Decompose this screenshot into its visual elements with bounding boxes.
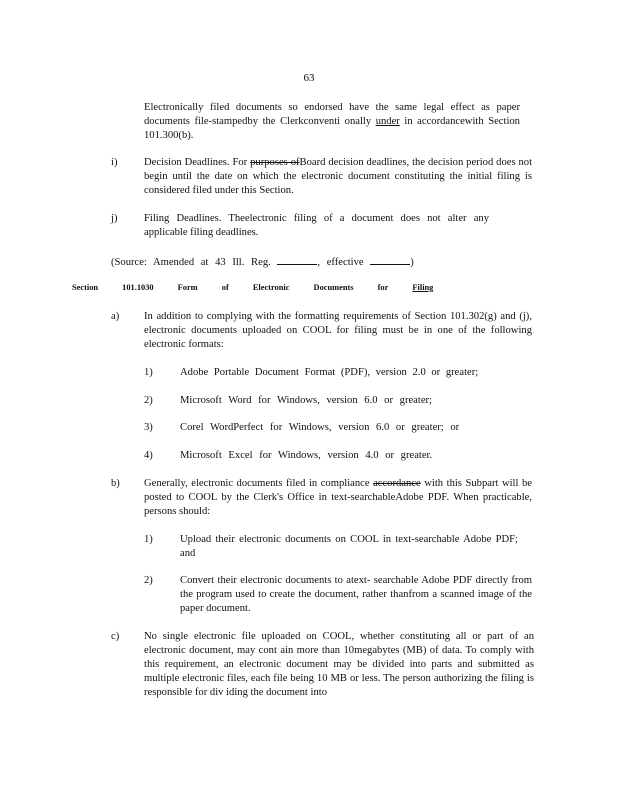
heading-w3: Electronic [252,283,290,292]
item-i-paragraph [144,156,532,198]
item-i-post: Board decision deadlines, the decision period does not begin until the date on which the electronic document constituting the initial filing is considered filed under this Section. [144,157,533,196]
item-a-label: a) [111,311,120,322]
item-a-paragraph: In addition to complying with the formatting requirements of Section 101.302(g) and (j), electronic documents uploaded on COOL for filing must be in one of the following electronic formats: [144,311,532,350]
intro-text-1: Electronically filed documents so endorsed have the same legal effect as paper documents file-stampedby the Clerkconventi onally [144,102,520,127]
heading-w4: Documents [313,283,354,292]
source-note: (Source: Amended at 43 Ill. Reg. , effective ) [111,257,414,268]
source-effective: effective [326,257,364,268]
format-4-text: Microsoft Excel for Windows, version 4.0 or greater. [180,450,433,461]
intro-paragraph [144,101,520,143]
item-i-pre: Decision Deadlines. For [144,157,251,168]
item-b-label: b) [111,478,120,489]
heading-w1: Form [177,283,198,292]
page-number: 63 [303,72,315,84]
b-item-2-text: Convert their electronic documents to atext- searchable Adobe PDF directly from the program used to create the document, rather thanfrom a scanned image of the paper document. [180,575,532,614]
heading-w2: of [221,283,229,292]
format-1-text: Adobe Portable Document Format (PDF), version 2.0 or greater; [180,367,479,378]
heading-w6: Filing [412,283,434,292]
source-amended: Amended at 43 Ill. Reg. [152,257,271,268]
source-close: ) [410,257,414,268]
item-i-label: i) [111,157,118,168]
heading-number: 101.1030 [122,283,154,292]
source-blank-2 [370,255,410,265]
item-b-post: with this Subpart will be posted to COOL by the Clerk's Office in text-searchableAdobe PDF. When practicable, persons should: [144,478,532,517]
item-b-struck: accordance [373,478,421,489]
format-2-label: 2) [144,395,153,406]
format-4-label: 4) [144,450,153,461]
source-open: (Source: [111,257,147,268]
item-b-pre: Generally, electronic documents filed in compliance [144,478,374,489]
item-c-label: c) [111,631,120,642]
b-item-2-label: 2) [144,575,153,586]
item-i-struck: purposes of [250,157,300,168]
intro-text-2: in accordancewith Section 101.300(b). [144,116,520,141]
b-item-1-label: 1) [144,534,153,545]
intro-underlined: under [375,116,400,127]
item-b-paragraph [144,477,532,519]
source-blank-1 [277,255,317,265]
format-3-label: 3) [144,422,153,433]
item-j-label: j) [111,213,118,224]
b-item-1-text: Upload their electronic documents on COOL in text-searchable Adobe PDF; and [180,534,518,559]
format-1-label: 1) [144,367,153,378]
format-2-text: Microsoft Word for Windows, version 6.0 or greater; [180,395,432,406]
format-3-text: Corel WordPerfect for Windows, version 6.0 or greater; or [180,422,460,433]
section-heading [72,283,455,292]
heading-w5: for [377,283,389,292]
item-j-paragraph: Filing Deadlines. Theelectronic filing of a document does not alter any applicable filing deadlines. [144,213,489,238]
heading-section: Section [72,283,99,292]
item-c-paragraph: No single electronic file uploaded on COOL, whether constituting all or part of an electronic document, may cont ain more than 10megabytes (MB) of data. To comply with this requirement, an electronic document may be divided into parts and submitted as multiple electronic files, each file being 10 MB or less. The person authorizing the filing is responsible for div iding the document into [144,631,534,698]
